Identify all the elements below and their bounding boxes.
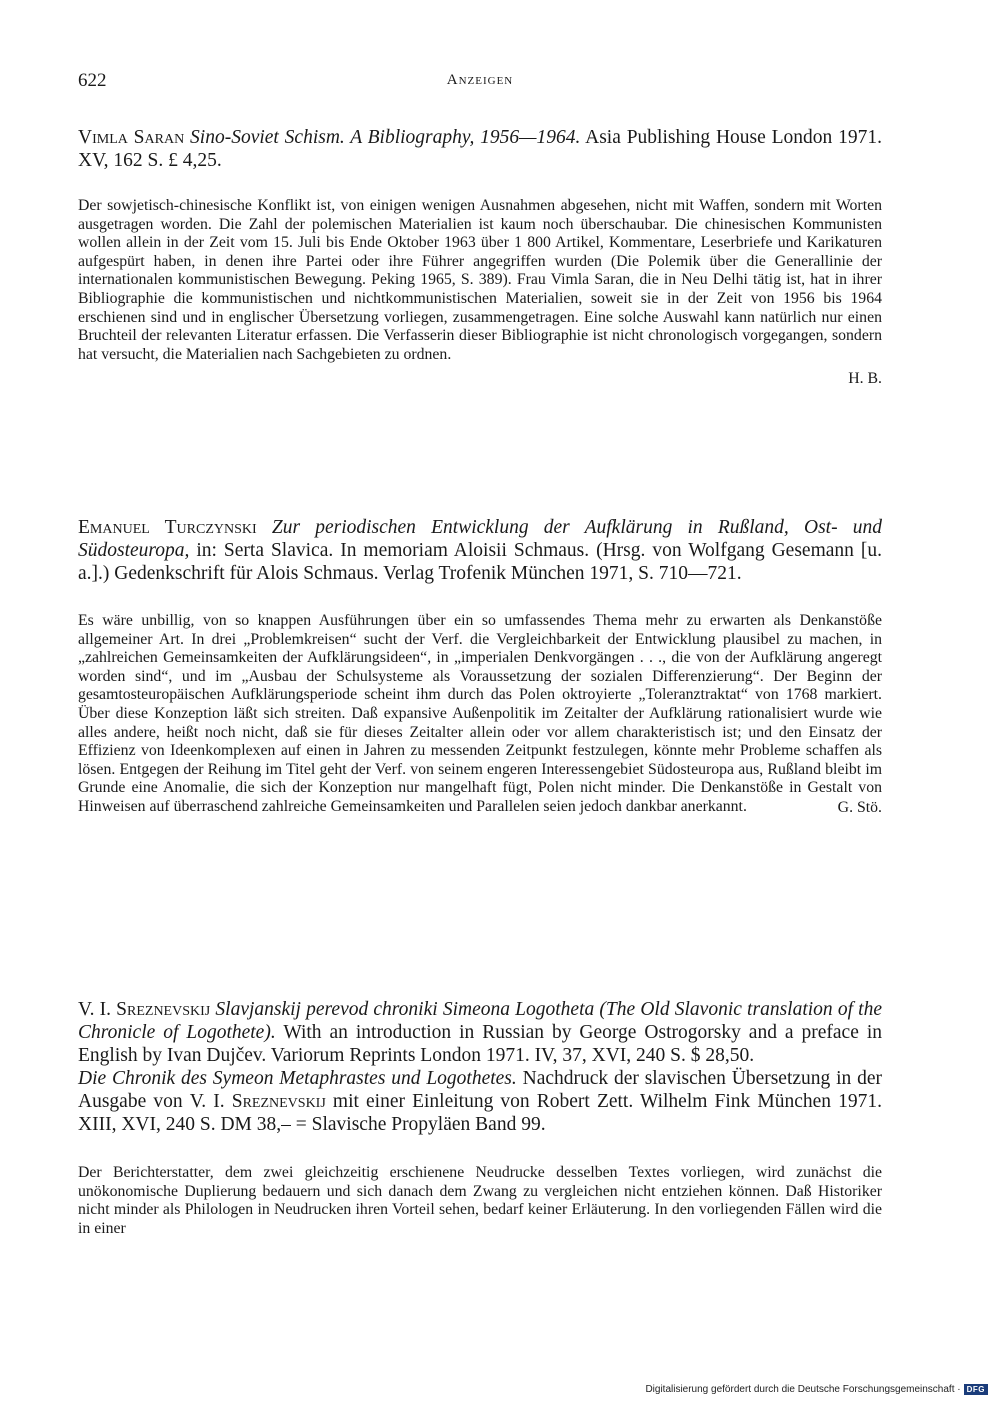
author-name: V. I. Sreznevskij: [189, 1091, 326, 1112]
digitization-footer: [645, 1384, 988, 1395]
imprint: Nachdruck der slavischen Übersetzung in der Ausgabe von: [78, 1068, 882, 1112]
citation: [78, 126, 882, 172]
reviewer-initials: H. B.: [848, 370, 882, 388]
imprint: mit einer Einleitung von Robert Zett. Wilhelm Fink München 1971. XIII, XVI, 240 S. DM 38,– = Slavische Propyläen Band 99.: [78, 1091, 883, 1135]
citation: [78, 998, 882, 1067]
footer-text: Digitalisierung gefördert durch die Deutsche Forschungsgemeinschaft ·: [645, 1384, 961, 1395]
author-name: V. I. Sreznevskij: [78, 999, 211, 1020]
review-entry-2: [78, 516, 882, 817]
page-number: 622: [78, 70, 107, 91]
review-text: Es wäre unbillig, von so knappen Ausführungen über ein so umfassendes Thema mehr zu erwarten als Denkanstöße allgemeiner Art. In drei „Problemkreisen“ sucht der Verf. die Vergleichbarkeit der Entwicklung plausibel zu machen, in „zahlreichen Gemeinsamkeiten der Aufklärungsideen“, in „imperialen Denkvorgängen . . ., die von der Aufklärung angeregt worden sind“, und im „Ausbau der Schulsysteme als Voraussetzung der sozialen Differenzierung“. Der Beginn der gesamtosteuropäischen Aufklärungsperiode scheint ihm durch das Polen oktroyierte „Toleranztraktat“ von 1768 markiert. Über diese Konzeption läßt sich streiten. Daß expansive Außenpolitik im Zeitalter der Aufklärung rationalisiert wurde wie alles andere, heißt noch nicht, daß sie für dieses Zeitalter allein oder vor allem charakteristisch ist; und den Einsatz der Effizienz von Ideenkomplexen auf einen in Jahren zu messenden Zeitpunkt festzulegen, könnte mehr Probleme schaffen als lösen. Entgegen der Reihung im Titel geht der Verf. von seinem engeren Interessengebiet Südosteuropa aus, Rußland bleibt im Grunde eine Anomalie, die sich der Konzeption nur mangelhaft fügt, Polen nicht minder. Die Denkanstöße in Gestalt von Hinweisen auf überraschend zahlreiche Gemeinsamkeiten und Parallelen seien jedoch dankbar anerkannt.: [78, 612, 882, 815]
review-text: Der Berichterstatter, dem zwei gleichzeitig erschienene Neudrucke desselben Textes vorliegen, wird zunächst die unökonomische Duplierung bedauern und sich danach dem Zwang zu vergleichen nicht entziehen können. Daß Historiker nicht minder als Philologen in Neudrucken ihren Vorteil sehen, bedarf keiner Erläuterung. In den vorliegenden Fällen wird die in einer: [78, 1164, 882, 1237]
section-title: Anzeigen: [446, 72, 514, 88]
dfg-logo-icon: DFG: [964, 1384, 988, 1395]
citation-second-edition: [78, 1067, 882, 1136]
review-entry-3: [78, 998, 882, 1238]
reviewer-initials: G. Stö.: [837, 798, 882, 816]
article-title: Zur periodischen Entwicklung der Aufklärung in Rußland, Ost- und Südosteuropa,: [78, 517, 882, 561]
running-header: [78, 70, 882, 94]
book-title: Die Chronik des Symeon Metaphrastes und Logothetes.: [78, 1068, 517, 1089]
imprint: Asia Publishing House London 1971. XV, 162 S. £ 4,25.: [78, 127, 882, 171]
book-title: Slavjanskij perevod chroniki Simeona Logotheta (The Old Slavonic translation of the Chronicle of Logothete).: [78, 999, 882, 1043]
author-name: Vimla Saran: [78, 127, 185, 148]
review-text: Der sowjetisch-chinesische Konflikt ist, von einigen wenigen Ausnahmen abgesehen, nicht mit Waffen, sondern mit Worten ausgetragen worden. Die Zahl der polemischen Materialien ist kaum noch überschaubar. Die chinesischen Kommunisten wollen allein in der Zeit vom 15. Juli bis Ende Oktober 1963 über 1 800 Artikel, Kommentare, Leserbriefe und Karikaturen aufgespürt haben, in denen ihre Partei oder ihre Führer angegriffen wurden (Die Polemik über die Generallinie der internationalen kommunistischen Bewegung. Peking 1965, S. 389). Frau Vimla Saran, die in Neu Delhi tätig ist, hat in ihrer Bibliographie die kommunistischen und nichtkommunistischen Materialien, soweit sie in der Zeit von 1956 bis 1964 erschienen sind und in englischer Übersetzung vorliegen, zusammengetragen. Eine solche Auswahl kann natürlich nur einen Bruchteil der relevanten Literatur erfassen. Die Verfasserin dieser Bibliographie ist nicht chronologisch vorgegangen, sondern hat versucht, die Materialien nach Sachgebieten zu ordnen.: [78, 197, 882, 363]
imprint: With an introduction in Russian by George Ostrogorsky and a preface in English by Ivan Dujčev. Variorum Reprints London 1971. IV, 37, XVI, 240 S. $ 28,50.: [78, 1022, 882, 1066]
book-title: Sino-Soviet Schism. A Bibliography, 1956—1964.: [190, 127, 581, 148]
imprint: in: Serta Slavica. In memoriam Aloisii Schmaus. (Hrsg. von Wolfgang Gesemann [u. a.].) Gedenkschrift für Alois Schmaus. Verlag Trofenik München 1971, S. 710—721.: [78, 540, 882, 584]
author-name: Emanuel Turczynski: [78, 517, 257, 538]
review-entry-1: [78, 126, 882, 388]
citation: [78, 516, 882, 585]
